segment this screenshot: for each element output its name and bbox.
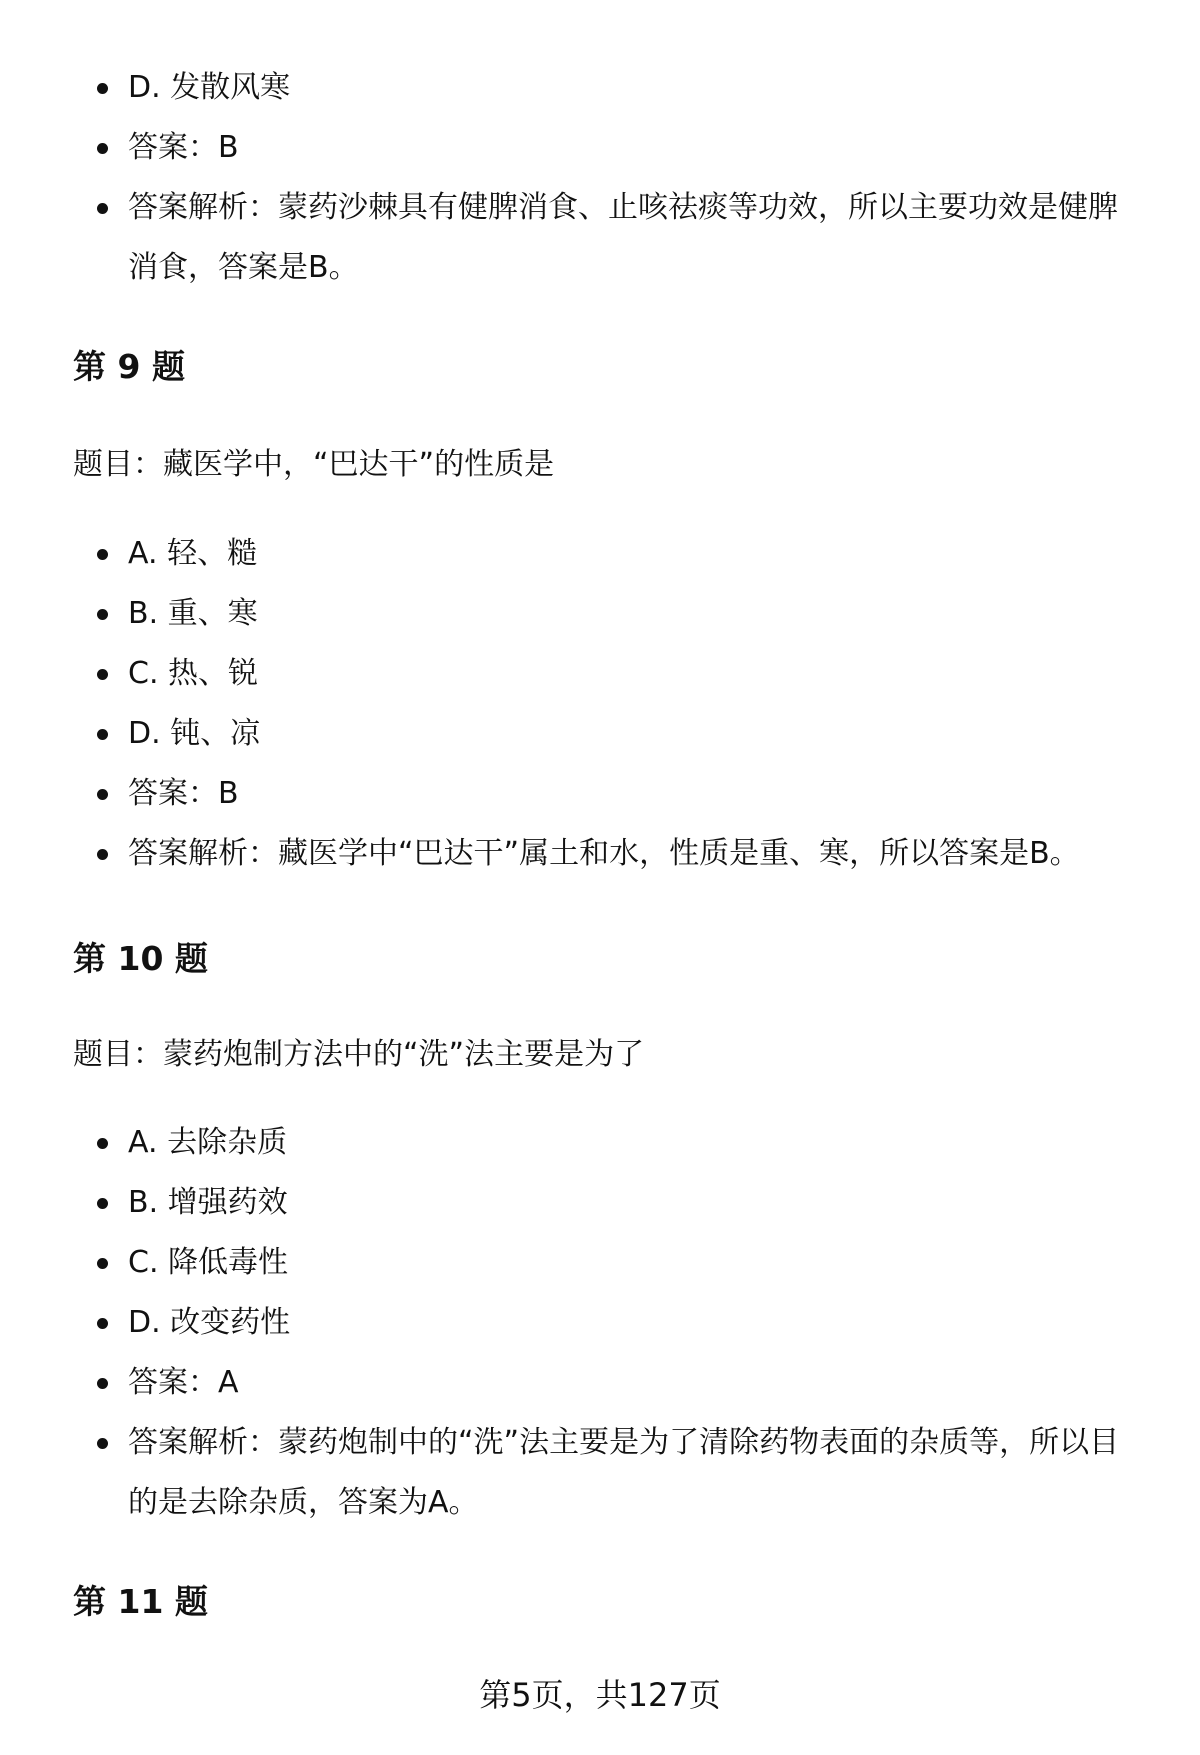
question-9-options [0, 524, 1200, 884]
bullet-icon [97, 609, 108, 620]
list-item [0, 1113, 1200, 1173]
option-c-text: C. 热、锐 [128, 656, 259, 691]
list-item [0, 1293, 1200, 1353]
list-item [0, 1353, 1200, 1413]
question-10-options [0, 1113, 1200, 1533]
explanation-text: 答案解析：藏医学中“巴达干”属土和水，性质是重、寒，所以答案是B。 [128, 836, 1080, 871]
bullet-icon [97, 203, 108, 214]
prev-question-options [0, 58, 1200, 298]
option-d-text: D. 发散风寒 [128, 70, 291, 105]
question-9-block [0, 342, 1200, 392]
question-heading: 第 9 题 [73, 347, 185, 386]
question-text: 题目：蒙药炮制方法中的“洗”法主要是为了 [73, 1037, 645, 1072]
bullet-icon [97, 1198, 108, 1209]
bullet-icon [97, 1258, 108, 1269]
answer-text: 答案：B [128, 776, 239, 811]
answer-text: 答案：A [128, 1365, 239, 1400]
bullet-icon [97, 669, 108, 680]
list-item [0, 704, 1200, 764]
list-item [0, 1173, 1200, 1233]
question-9-text-block [0, 440, 1200, 490]
page-number-label: 第5页，共127页 [479, 1676, 721, 1714]
bullet-icon [97, 143, 108, 154]
option-d-text: D. 改变药性 [128, 1305, 291, 1340]
question-10-options-block [0, 1113, 1200, 1533]
bullet-icon [97, 729, 108, 740]
list-item [0, 1413, 1200, 1533]
list-item [0, 118, 1200, 178]
question-10-block [0, 934, 1200, 984]
list-item [0, 824, 1200, 884]
bullet-icon [97, 1318, 108, 1329]
option-a-text: A. 去除杂质 [128, 1125, 288, 1160]
list-item [0, 1233, 1200, 1293]
prev-question-block [0, 58, 1200, 298]
list-item [0, 524, 1200, 584]
bullet-icon [97, 1138, 108, 1149]
bullet-icon [97, 83, 108, 94]
question-heading: 第 11 题 [73, 1582, 208, 1621]
bullet-icon [97, 849, 108, 860]
question-text: 题目：藏医学中，“巴达干”的性质是 [73, 447, 555, 482]
question-11-block [0, 1577, 1200, 1627]
explanation-text: 答案解析：蒙药炮制中的“洗”法主要是为了清除药物表面的杂质等，所以目的是去除杂质，答案为A。 [128, 1425, 1120, 1520]
option-b-text: B. 增强药效 [128, 1185, 288, 1220]
bullet-icon [97, 1378, 108, 1389]
bullet-icon [97, 789, 108, 800]
list-item [0, 178, 1200, 298]
question-9-options-block [0, 524, 1200, 884]
explanation-text: 答案解析：蒙药沙棘具有健脾消食、止咳祛痰等功效，所以主要功效是健脾消食，答案是B。 [128, 190, 1118, 285]
option-d-text: D. 钝、凉 [128, 716, 261, 751]
list-item [0, 644, 1200, 704]
bullet-icon [97, 549, 108, 560]
option-c-text: C. 降低毒性 [128, 1245, 289, 1280]
question-heading: 第 10 题 [73, 939, 208, 978]
option-b-text: B. 重、寒 [128, 596, 258, 631]
list-item [0, 58, 1200, 118]
option-a-text: A. 轻、糙 [128, 536, 258, 571]
list-item [0, 764, 1200, 824]
answer-text: 答案：B [128, 130, 239, 165]
page-footer [0, 1670, 1200, 1720]
question-10-text-block [0, 1030, 1200, 1080]
bullet-icon [97, 1438, 108, 1449]
list-item [0, 584, 1200, 644]
